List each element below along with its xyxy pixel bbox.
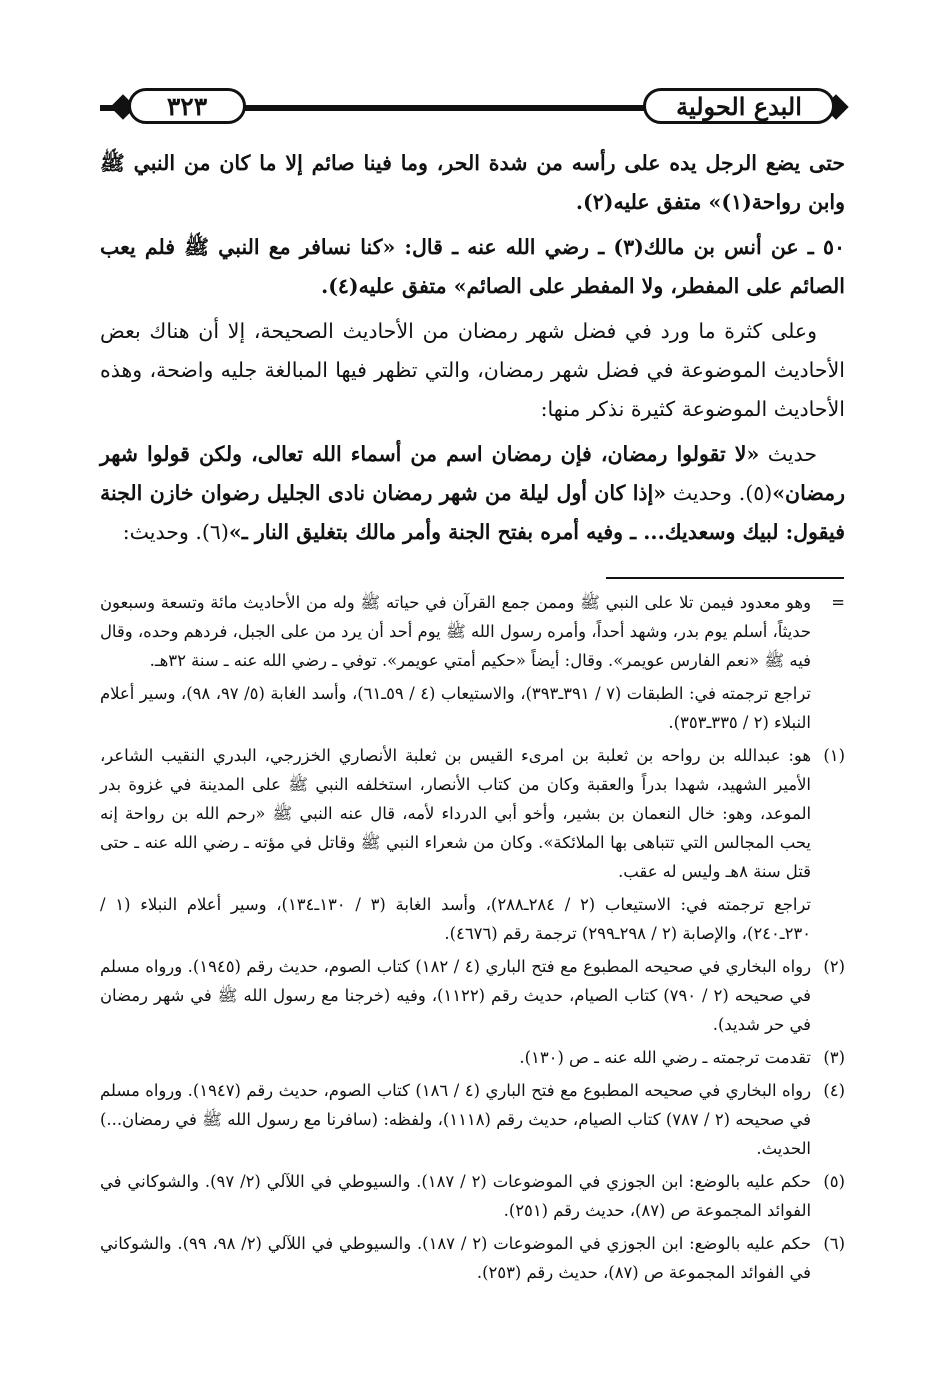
footnote-1 [100,741,845,886]
footnote-2 [100,952,845,1039]
footnote-4 [100,1076,845,1163]
page-number: ٣٢٣ [128,88,246,124]
footnote-reference: تراجع ترجمته في: الاستيعاب (٢ / ٢٨٤ـ٢٨٨)، وأسد الغابة (٣ / ١٣٠ـ١٣٤)، وسير أعلام النبلاء (١ / ٢٣٠ـ٢٤٠)، والإصابة (٢ / ٢٩٨ـ٢٩٩) ترجمة رقم (٤٦٧٦). [100,895,811,943]
footnote-text: رواه البخاري في صحيحه المطبوع مع فتح الباري (٤ / ١٨٦) كتاب الصوم، حديث رقم (١٩٤٧). ورواه مسلم في صحيحه (٢ / ٧٨٧) كتاب الصيام، حديث رقم (١١١٨)، ولفظه: (سافرنا مع رسول الله ﷺ في رمضان...) الحديث. [100,1081,811,1158]
footnote-marker: (١) [823,746,845,765]
intro-paragraph: وعلى كثرة ما ورد في فضل شهر رمضان من الأحاديث الصحيحة، إلا أن هناك بعض الأحاديث الموضوعة في فضل شهر رمضان، والتي تظهر فيها المبالغة جليه واضحة، وهذه الأحاديث الموضوعة كثيرة نذكر منها: [100,319,845,421]
running-header [100,82,845,134]
footnote-separator [606,577,844,579]
footnote-text: رواه البخاري في صحيحه المطبوع مع فتح الباري (٤ / ١٨٢) كتاب الصوم، حديث رقم (١٩٤٥). ورواه مسلم في صحيحه (٢ / ٧٩٠) كتاب الصيام، حديث رقم (١١٢٢)، وفيه (خرجنا مع رسول الله ﷺ في شهر رمضان في حر شديد). [100,957,811,1034]
footnote-reference: تراجع ترجمته في: الطبقات (٧ / ٣٩١ـ٣٩٣)، والاستيعاب (٤ / ٥٩ـ٦١)، وأسد الغابة (٥/ ٩٧، ٩٨)، وسير أعلام النبلاء (٢ / ٣٣٥ـ٣٥٣). [100,684,811,732]
footnote-marker: (٦) [823,1234,845,1253]
book-title: البدع الحولية [643,88,835,124]
footnote-marker: (٣) [823,1048,845,1067]
footnote-ref: (٥). [738,481,773,505]
hadith-word: حديث [767,442,817,466]
footnote-3 [100,1043,845,1072]
fabricated-hadith-text: «لا تقولوا رمضان، فإن رمضان اسم من أسماء الله تعالى، ولكن قولوا شهر رمضان» [100,442,845,505]
footnote-marker: = [831,593,845,612]
footnote-ref: (٦). [195,520,229,544]
fabricated-hadith-text: «إذا كان أول ليلة من شهر رمضان نادى الجليل رضوان خازن الجنة فيقول: لبيك وسعديك... ـ وفيه أمره بفتح الجنة وأمر مالك بتغليق النار ـ» [100,481,845,544]
hadith-paragraph-49-end: حتى يضع الرجل يده على رأسه من شدة الحر، وما فينا صائم إلا ما كان من النبي ﷺ وابن رواحة(١)» متفق عليه(٢). [100,151,845,214]
footnote-text: حكم عليه بالوضع: ابن الجوزي في الموضوعات (٢ / ١٨٧). والسيوطي في اللآلي (٢/ ٩٧). والشوكاني في الفوائد المجموعة ص (٨٧)، حديث رقم (٢٥١). [100,1172,811,1220]
footnotes [100,588,845,1291]
main-text [100,144,845,558]
footnote-text: هو: عبدالله بن رواحه بن ثعلبة بن امرىء القيس بن ثعلبة الأنصاري الخزرجي، البدري النقيب الشاعر، الأمير الشهيد، شهدا بدراً والعقبة وكان من كتاب الأنصار، استخلفه النبي ﷺ على المدينة في غزوة بدر الموعد، وهو: خال النعمان بن بشير، وأخو أبي الدرداء لأمه، قال عنه النبي ﷺ «رحم الله بن رواحة إنه يحب المجالس التي تتباهى بها الملائكة». وكان من شعراء النبي ﷺ وقاتل في مؤته ـ رضي الله عنه ـ حتى قتل سنة ٨هـ وليس له عقب. [100,746,811,881]
hadith-paragraph-50: ٥٠ ـ عن أنس بن مالك(٣) ـ رضي الله عنه ـ قال: «كنا نسافر مع النبي ﷺ فلم يعب الصائم على المفطر، ولا المفطر على الصائم» متفق عليه(٤). [100,235,845,298]
footnote-marker: (٥) [823,1172,845,1191]
footnote-text: حكم عليه بالوضع: ابن الجوزي في الموضوعات (٢ / ١٨٧). والسيوطي في اللآلي (٢/ ٩٨، ٩٩). والشوكاني في الفوائد المجموعة ص (٨٧)، حديث رقم (٢٥٣). [100,1234,811,1282]
footnote-continued [100,588,845,675]
hadith-word: وحديث [672,481,732,505]
footnote-text: تقدمت ترجمته ـ رضي الله عنه ـ ص (١٣٠). [519,1048,811,1067]
footnote-text: وهو معدود فيمن تلا على النبي ﷺ وممن جمع القرآن في حياته ﷺ وله من الأحاديث مائة وتسعة وسبعون حديثاً، أسلم يوم بدر، وشهد أحداً، وأمره رسول الله ﷺ يوم أحد أن يرد من على الجبل، فردهم وحده، وقال فيه ﷺ «نعم الفارس عويمر». وقال: أيضاً «حكيم أمتي عويمر». توفي ـ رضي الله عنه ـ سنة ٣٢هـ. [100,593,811,670]
footnote-marker: (٤) [823,1081,845,1100]
hadith-word: وحديث: [122,520,189,544]
footnote-6 [100,1229,845,1287]
footnote-5 [100,1167,845,1225]
footnote-marker: (٢) [823,957,845,976]
fabricated-hadith-paragraph [100,435,845,552]
